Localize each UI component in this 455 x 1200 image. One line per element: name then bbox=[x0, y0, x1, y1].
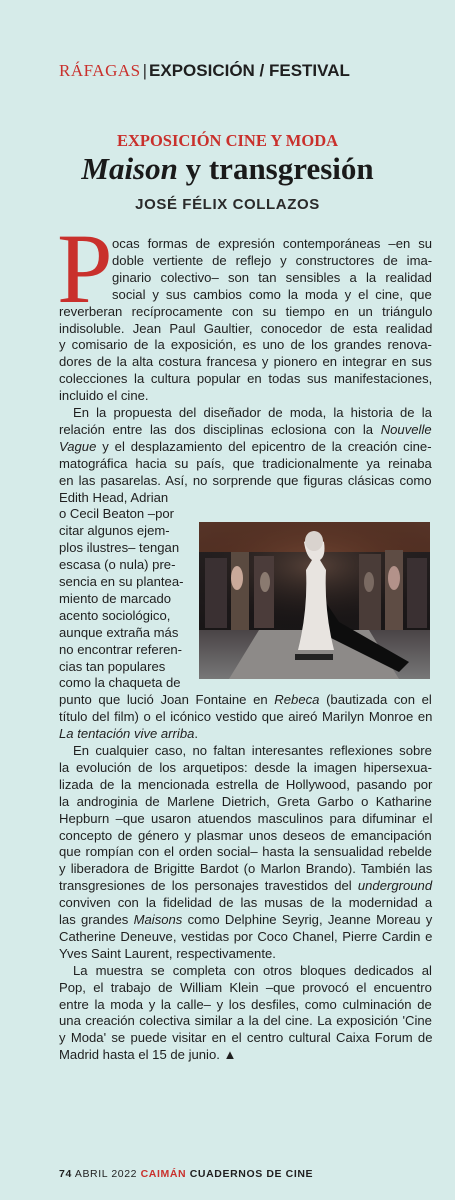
article-author: JOSÉ FÉLIX COLLAZOS bbox=[135, 196, 320, 213]
italic-text: Maisons bbox=[133, 912, 183, 927]
line-text: Pop, el trabajo de William Klein –que provocó el encuentro bbox=[59, 979, 432, 995]
line-text: social y sus cambios como la moda y el cine, que bbox=[112, 286, 432, 302]
body-line bbox=[73, 743, 432, 759]
line-text: las grandes bbox=[59, 912, 134, 927]
body-line bbox=[59, 1013, 432, 1029]
body-line bbox=[59, 709, 432, 725]
line-text: transgresiones de los personajes travestidos del bbox=[59, 878, 358, 894]
line-text: escasa (o nula) pre- bbox=[59, 557, 176, 573]
line-text: miento de marcado bbox=[59, 590, 172, 606]
body-line bbox=[59, 794, 432, 810]
line-text: Madrid hasta el 15 de junio. ▲ bbox=[59, 1047, 237, 1063]
body-line bbox=[112, 287, 432, 303]
line-text: no encontrar referen- bbox=[59, 641, 183, 657]
line-text: concepto de género y plasmar unos deseos de emancipación bbox=[59, 827, 432, 843]
title-rest: y transgresión bbox=[177, 151, 374, 186]
body-line bbox=[59, 625, 178, 641]
line-text: ginario colectivo– son tan sensibles a la realidad bbox=[112, 269, 432, 285]
italic-text: Rebeca bbox=[274, 692, 320, 708]
line-text: Catherine Deneuve, vestidas por Coco Chanel, Pierre Cardin e bbox=[59, 928, 433, 944]
italic-text: La tentación vive arriba bbox=[59, 726, 195, 742]
section-name: RÁFAGAS bbox=[59, 61, 141, 80]
line-text: sencia en su plantea- bbox=[59, 574, 184, 589]
line-text: matográfica hacia su país, que tradicionalmente ya reinaba bbox=[59, 455, 432, 471]
line-text: conviven con la fidelidad de las musas de la modernidad a bbox=[59, 895, 433, 911]
body-line bbox=[73, 963, 432, 979]
body-line bbox=[59, 473, 432, 489]
line-text: como la chaqueta de bbox=[59, 675, 181, 691]
page-number: 74 bbox=[59, 1168, 72, 1180]
body-line bbox=[59, 946, 276, 962]
body-line bbox=[59, 929, 432, 945]
body-line bbox=[59, 591, 171, 607]
magazine-name: CUADERNOS DE CINE bbox=[189, 1168, 314, 1180]
page-footer bbox=[59, 1168, 313, 1180]
body-line bbox=[59, 540, 179, 556]
italic-text: Vague bbox=[59, 438, 97, 454]
line-text: y el desplazamiento del epicentro de la creación cine- bbox=[96, 438, 432, 454]
body-line bbox=[59, 337, 432, 353]
body-line bbox=[59, 760, 432, 776]
line-text: aunque extraña más bbox=[59, 624, 179, 640]
drop-cap: P bbox=[57, 213, 113, 324]
body-line bbox=[59, 1030, 432, 1046]
line-text: doble vertiente de reflejo y constructores de ima- bbox=[112, 252, 433, 268]
line-text: En cualquier caso, no faltan interesantes reflexiones sobre bbox=[73, 743, 432, 758]
line-text: Hepburn –que usaron atuendos masculinos para difuminar el bbox=[59, 810, 433, 826]
body-line bbox=[59, 675, 181, 691]
body-line bbox=[59, 844, 432, 860]
line-text: Yves Saint Laurent, respectivamente. bbox=[59, 945, 276, 961]
body-line bbox=[59, 861, 432, 877]
line-text: cias tan populares bbox=[59, 658, 166, 674]
section-separator: | bbox=[142, 61, 148, 80]
body-line bbox=[59, 574, 183, 590]
body-line bbox=[59, 811, 432, 827]
line-text: . bbox=[194, 726, 199, 742]
body-line bbox=[59, 371, 432, 387]
body-line bbox=[59, 608, 170, 624]
magazine-brand: CAIMÁN bbox=[140, 1168, 187, 1180]
line-text: y Moda' se puede visitar en el centro cultural Caixa Forum de bbox=[59, 1030, 433, 1046]
body-line bbox=[59, 895, 432, 911]
line-text: relación entre las dos disciplinas eclosiona con la bbox=[59, 421, 381, 437]
body-line bbox=[59, 980, 432, 996]
line-text: o Cecil Beaton –por bbox=[59, 506, 175, 522]
issue-date: ABRIL 2022 bbox=[74, 1168, 138, 1180]
exhibition-photo bbox=[199, 522, 430, 679]
line-text: una creación colectiva similar a la del cine. La exposición 'Cine bbox=[59, 1013, 432, 1029]
body-line bbox=[59, 878, 432, 894]
body-line bbox=[59, 304, 432, 320]
italic-text: underground bbox=[357, 878, 433, 894]
line-text: dores de la alta costura francesa y pionero en integrar en sus bbox=[59, 354, 432, 370]
body-line bbox=[59, 777, 432, 793]
line-text: incluido el cine. bbox=[59, 388, 149, 404]
body-line bbox=[112, 236, 432, 252]
article-title bbox=[0, 151, 455, 187]
body-line bbox=[59, 557, 175, 573]
body-line bbox=[59, 642, 182, 658]
line-text: como Delphine Seyrig, Jeanne Moreau y bbox=[182, 912, 433, 927]
line-text: título del film) o el icónico vestido que aireó Marilyn Monroe en bbox=[59, 709, 433, 725]
body-line bbox=[112, 253, 432, 269]
body-line bbox=[59, 388, 149, 404]
body-line bbox=[59, 828, 432, 844]
body-line bbox=[59, 354, 432, 370]
line-text: colecciones la cultura popular en todas sus manifestaciones, bbox=[59, 371, 433, 387]
body-line bbox=[59, 523, 170, 539]
line-text: indisoluble. Jean Paul Gaultier, conocedor de esta realidad bbox=[59, 320, 433, 336]
line-text: la androginia de Marlene Dietrich, Greta Garbo o Katharine bbox=[59, 793, 432, 809]
body-line bbox=[59, 726, 198, 742]
line-text: Edith Head, Adrian bbox=[59, 489, 169, 505]
body-line bbox=[59, 490, 168, 506]
body-line bbox=[59, 1047, 236, 1063]
section-header bbox=[59, 61, 350, 81]
line-text: En la propuesta del diseñador de moda, la historia de la bbox=[73, 405, 432, 420]
line-text: acento sociológico, bbox=[59, 607, 171, 623]
body-line bbox=[59, 692, 432, 708]
exhibition-photo-image bbox=[199, 522, 430, 679]
body-line bbox=[59, 439, 432, 455]
line-text: y comisario de la exposición, es uno de los grandes renova- bbox=[59, 337, 432, 353]
line-text: reverberan recíprocamente con su tiempo en un triángulo bbox=[59, 303, 433, 319]
body-line bbox=[112, 270, 432, 286]
line-text: en las pasarelas. Así, no sorprende que figuras clásicas como bbox=[59, 472, 432, 488]
line-text: (bautizada con el bbox=[319, 692, 432, 708]
body-line bbox=[73, 405, 432, 421]
body-line bbox=[59, 456, 432, 472]
line-text: ocas formas de expresión contemporáneas –en su bbox=[112, 236, 433, 251]
line-text: punto que lució Joan Fontaine en bbox=[59, 692, 275, 708]
line-text: que rompían con el orden social– hasta la sensualidad rebelde bbox=[59, 844, 432, 860]
title-italic: Maison bbox=[81, 151, 178, 186]
line-text: plos ilustres– tengan bbox=[59, 540, 180, 556]
article-kicker: EXPOSICIÓN CINE Y MODA bbox=[116, 131, 339, 150]
body-line bbox=[59, 659, 165, 675]
line-text: La muestra se completa con otros bloques dedicados al bbox=[73, 962, 432, 978]
body-line bbox=[59, 997, 432, 1013]
line-text: y liberadora de Brigitte Bardot (o Marlon Brando). También las bbox=[59, 861, 433, 877]
line-text: entre la moda y la calle– y los desfiles, como culminación de bbox=[59, 996, 432, 1012]
italic-text: Nouvelle bbox=[380, 421, 432, 437]
body-line bbox=[59, 321, 432, 337]
line-text: la evolución de los arquetipos: desde la imagen hipersexua- bbox=[59, 759, 432, 775]
subsection-name: EXPOSICIÓN / FESTIVAL bbox=[149, 61, 350, 80]
body-line bbox=[59, 506, 174, 522]
line-text: lizada de la mencionada estrella de Hollywood, pasando por bbox=[59, 776, 433, 792]
body-line bbox=[59, 912, 432, 928]
body-line bbox=[59, 422, 432, 438]
line-text: citar algunos ejem- bbox=[59, 523, 170, 539]
